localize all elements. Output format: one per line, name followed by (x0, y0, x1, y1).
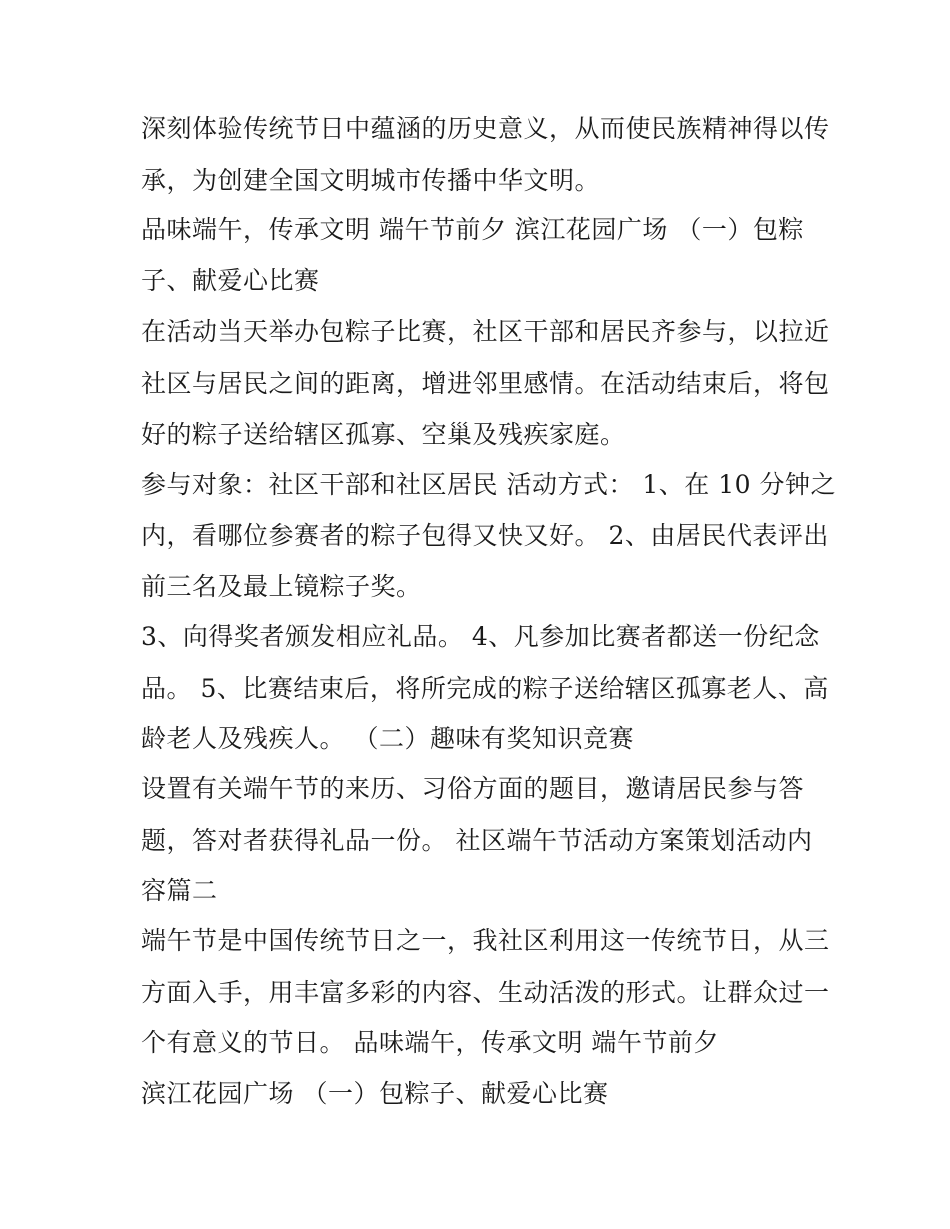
text-line: 题，答对者获得礼品一份。 社区端午节活动方案策划活动内 (141, 826, 813, 855)
text-line: 容篇二 (141, 876, 218, 905)
text-line: 参与对象：社区干部和社区居民 活动方式： 1、在 10 分钟之 (141, 470, 837, 499)
text-line: 端午节是中国传统节日之一，我社区利用这一传统节日，从三 (141, 926, 830, 955)
text-line: 社区与居民之间的距离，增进邻里感情。在活动结束后，将包 (141, 369, 830, 398)
text-line: 3、向得奖者颁发相应礼品。 4、凡参加比赛者都送一份纪念 (141, 622, 820, 651)
text-line: 在活动当天举办包粽子比赛，社区干部和居民齐参与，以拉近 (141, 317, 830, 346)
text-line: 品味端午，传承文明 端午节前夕 滨江花园广场 （一）包粽 (141, 215, 804, 244)
text-line: 滨江花园广场 （一）包粽子、献爱心比赛 (141, 1079, 609, 1108)
text-line: 龄老人及残疾人。 （二）趣味有奖知识竞赛 (141, 724, 634, 753)
text-line: 前三名及最上镜粽子奖。 (141, 572, 422, 601)
text-line: 子、献爱心比赛 (141, 266, 320, 295)
text-line: 设置有关端午节的来历、习俗方面的题目，邀请居民参与答 (141, 774, 805, 803)
text-line: 方面入手，用丰富多彩的内容、生动活泼的形式。让群众过一 (141, 978, 830, 1007)
text-line: 内，看哪位参赛者的粽子包得又快又好。 2、由居民代表评出 (141, 521, 829, 550)
text-line: 个有意义的节日。 品味端午，传承文明 端午节前夕 (141, 1028, 719, 1057)
text-line: 品。 5、比赛结束后，将所完成的粽子送给辖区孤寡老人、高 (141, 674, 829, 703)
text-line: 好的粽子送给辖区孤寡、空巢及残疾家庭。 (141, 420, 626, 449)
text-line: 承，为创建全国文明城市传播中华文明。 (141, 166, 601, 195)
text-line: 深刻体验传统节日中蕴涵的历史意义，从而使民族精神得以传 (141, 114, 830, 143)
